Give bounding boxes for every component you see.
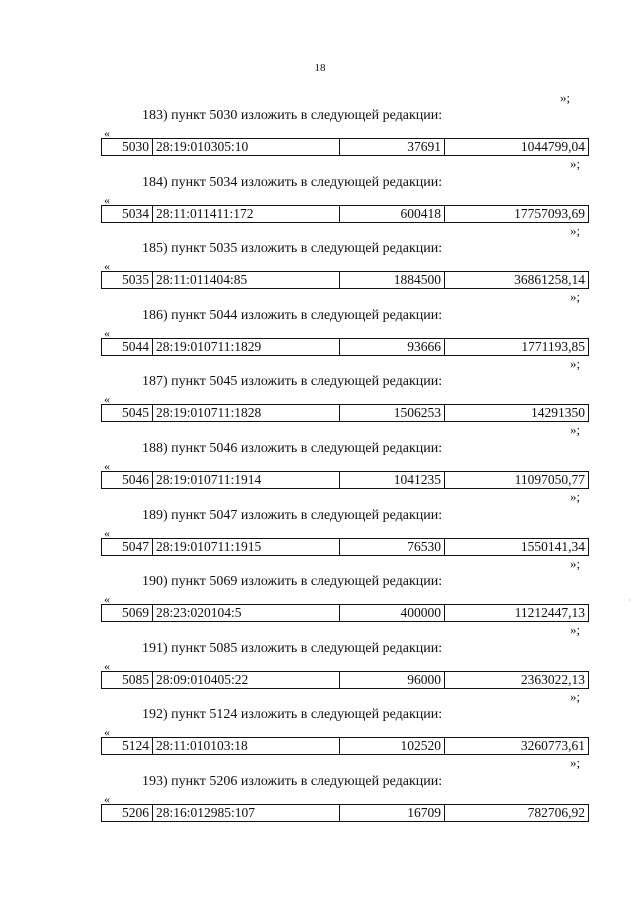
table-row: [102, 272, 589, 289]
amendment-entry: [0, 175, 640, 241]
area-cell: 600418: [340, 206, 445, 223]
item-number-cell: 5069: [102, 605, 153, 622]
close-quote: »;: [570, 622, 581, 637]
amendment-heading: 190) пункт 5069 изложить в следующей редакции:: [142, 574, 443, 589]
item-number-cell: 5046: [102, 472, 153, 489]
item-number-cell: 5035: [102, 272, 153, 289]
open-quote: «: [104, 725, 110, 739]
amendment-heading: 185) пункт 5035 изложить в следующей редакции:: [142, 241, 443, 256]
item-number-cell: 5047: [102, 539, 153, 556]
close-quote: »;: [570, 755, 581, 770]
cadastral-number-cell: 28:09:010405:22: [153, 672, 340, 689]
open-quote: «: [104, 526, 110, 540]
amendment-heading: 192) пункт 5124 изложить в следующей редакции:: [142, 707, 443, 722]
cadastral-number-cell: 28:11:010103:18: [153, 738, 340, 755]
area-cell: 93666: [340, 339, 445, 356]
margin-mark: ·: [628, 596, 631, 605]
amendment-entry: [0, 641, 640, 707]
item-number-cell: 5034: [102, 206, 153, 223]
open-quote: «: [104, 392, 110, 406]
area-cell: 76530: [340, 539, 445, 556]
land-record-table: [101, 471, 589, 489]
area-cell: 16709: [340, 805, 445, 822]
table-row: [102, 605, 589, 622]
open-quote: «: [104, 326, 110, 340]
closing-quote-top: »;: [560, 90, 571, 105]
cadastral-value-cell: 36861258,14: [445, 272, 589, 289]
item-number-cell: 5044: [102, 339, 153, 356]
area-cell: 102520: [340, 738, 445, 755]
open-quote: «: [104, 659, 110, 673]
amendment-heading: 183) пункт 5030 изложить в следующей редакции:: [142, 108, 443, 123]
area-cell: 400000: [340, 605, 445, 622]
open-quote: «: [104, 193, 110, 207]
amendment-heading: 193) пункт 5206 изложить в следующей редакции:: [142, 774, 443, 789]
land-record-table: [101, 671, 589, 689]
cadastral-value-cell: 1550141,34: [445, 539, 589, 556]
land-record-table: [101, 205, 589, 223]
item-number-cell: 5085: [102, 672, 153, 689]
table-row: [102, 539, 589, 556]
close-quote: »;: [570, 422, 581, 437]
table-row: [102, 139, 589, 156]
item-number-cell: 5124: [102, 738, 153, 755]
close-quote: »;: [570, 556, 581, 571]
amendment-heading: 188) пункт 5046 изложить в следующей редакции:: [142, 441, 443, 456]
cadastral-number-cell: 28:23:020104:5: [153, 605, 340, 622]
land-record-table: [101, 404, 589, 422]
table-row: [102, 339, 589, 356]
amendment-entry: [0, 441, 640, 507]
amendment-entry: [0, 108, 640, 174]
land-record-table: [101, 538, 589, 556]
cadastral-value-cell: 11212447,13: [445, 605, 589, 622]
amendment-heading: 184) пункт 5034 изложить в следующей редакции:: [142, 175, 443, 190]
amendment-heading: 186) пункт 5044 изложить в следующей редакции:: [142, 308, 443, 323]
cadastral-number-cell: 28:19:010711:1828: [153, 405, 340, 422]
amendment-heading: 191) пункт 5085 изложить в следующей редакции:: [142, 641, 443, 656]
open-quote: «: [104, 459, 110, 473]
land-record-table: [101, 338, 589, 356]
amendment-heading: 189) пункт 5047 изложить в следующей редакции:: [142, 508, 443, 523]
cadastral-value-cell: 17757093,69: [445, 206, 589, 223]
cadastral-value-cell: 782706,92: [445, 805, 589, 822]
item-number-cell: 5206: [102, 805, 153, 822]
cadastral-value-cell: 3260773,61: [445, 738, 589, 755]
item-number-cell: 5045: [102, 405, 153, 422]
area-cell: 1506253: [340, 405, 445, 422]
cadastral-number-cell: 28:11:011404:85: [153, 272, 340, 289]
cadastral-number-cell: 28:19:010305:10: [153, 139, 340, 156]
table-row: [102, 738, 589, 755]
close-quote: »;: [570, 289, 581, 304]
table-row: [102, 405, 589, 422]
cadastral-number-cell: 28:16:012985:107: [153, 805, 340, 822]
item-number-cell: 5030: [102, 139, 153, 156]
amendment-entry: [0, 374, 640, 440]
open-quote: «: [104, 792, 110, 806]
open-quote: «: [104, 592, 110, 606]
cadastral-value-cell: 14291350: [445, 405, 589, 422]
area-cell: 1041235: [340, 472, 445, 489]
area-cell: 37691: [340, 139, 445, 156]
amendment-entry: [0, 508, 640, 574]
cadastral-value-cell: 11097050,77: [445, 472, 589, 489]
close-quote: »;: [570, 356, 581, 371]
cadastral-value-cell: 2363022,13: [445, 672, 589, 689]
open-quote: «: [104, 126, 110, 140]
amendment-entry: [0, 574, 640, 640]
cadastral-value-cell: 1771193,85: [445, 339, 589, 356]
cadastral-number-cell: 28:11:011411:172: [153, 206, 340, 223]
amendment-heading: 187) пункт 5045 изложить в следующей редакции:: [142, 374, 443, 389]
cadastral-value-cell: 1044799,04: [445, 139, 589, 156]
land-record-table: [101, 604, 589, 622]
table-row: [102, 805, 589, 822]
land-record-table: [101, 737, 589, 755]
area-cell: 1884500: [340, 272, 445, 289]
amendment-entry: [0, 707, 640, 773]
amendment-entry: [0, 308, 640, 374]
open-quote: «: [104, 259, 110, 273]
page-number: 18: [314, 62, 326, 74]
table-row: [102, 472, 589, 489]
cadastral-number-cell: 28:19:010711:1915: [153, 539, 340, 556]
table-row: [102, 206, 589, 223]
land-record-table: [101, 804, 589, 822]
close-quote: »;: [570, 156, 581, 171]
area-cell: 96000: [340, 672, 445, 689]
cadastral-number-cell: 28:19:010711:1914: [153, 472, 340, 489]
amendment-entry: [0, 241, 640, 307]
land-record-table: [101, 138, 589, 156]
land-record-table: [101, 271, 589, 289]
cadastral-number-cell: 28:19:010711:1829: [153, 339, 340, 356]
close-quote: »;: [570, 223, 581, 238]
close-quote: »;: [570, 689, 581, 704]
table-row: [102, 672, 589, 689]
close-quote: »;: [570, 489, 581, 504]
amendment-entry: [0, 774, 640, 840]
